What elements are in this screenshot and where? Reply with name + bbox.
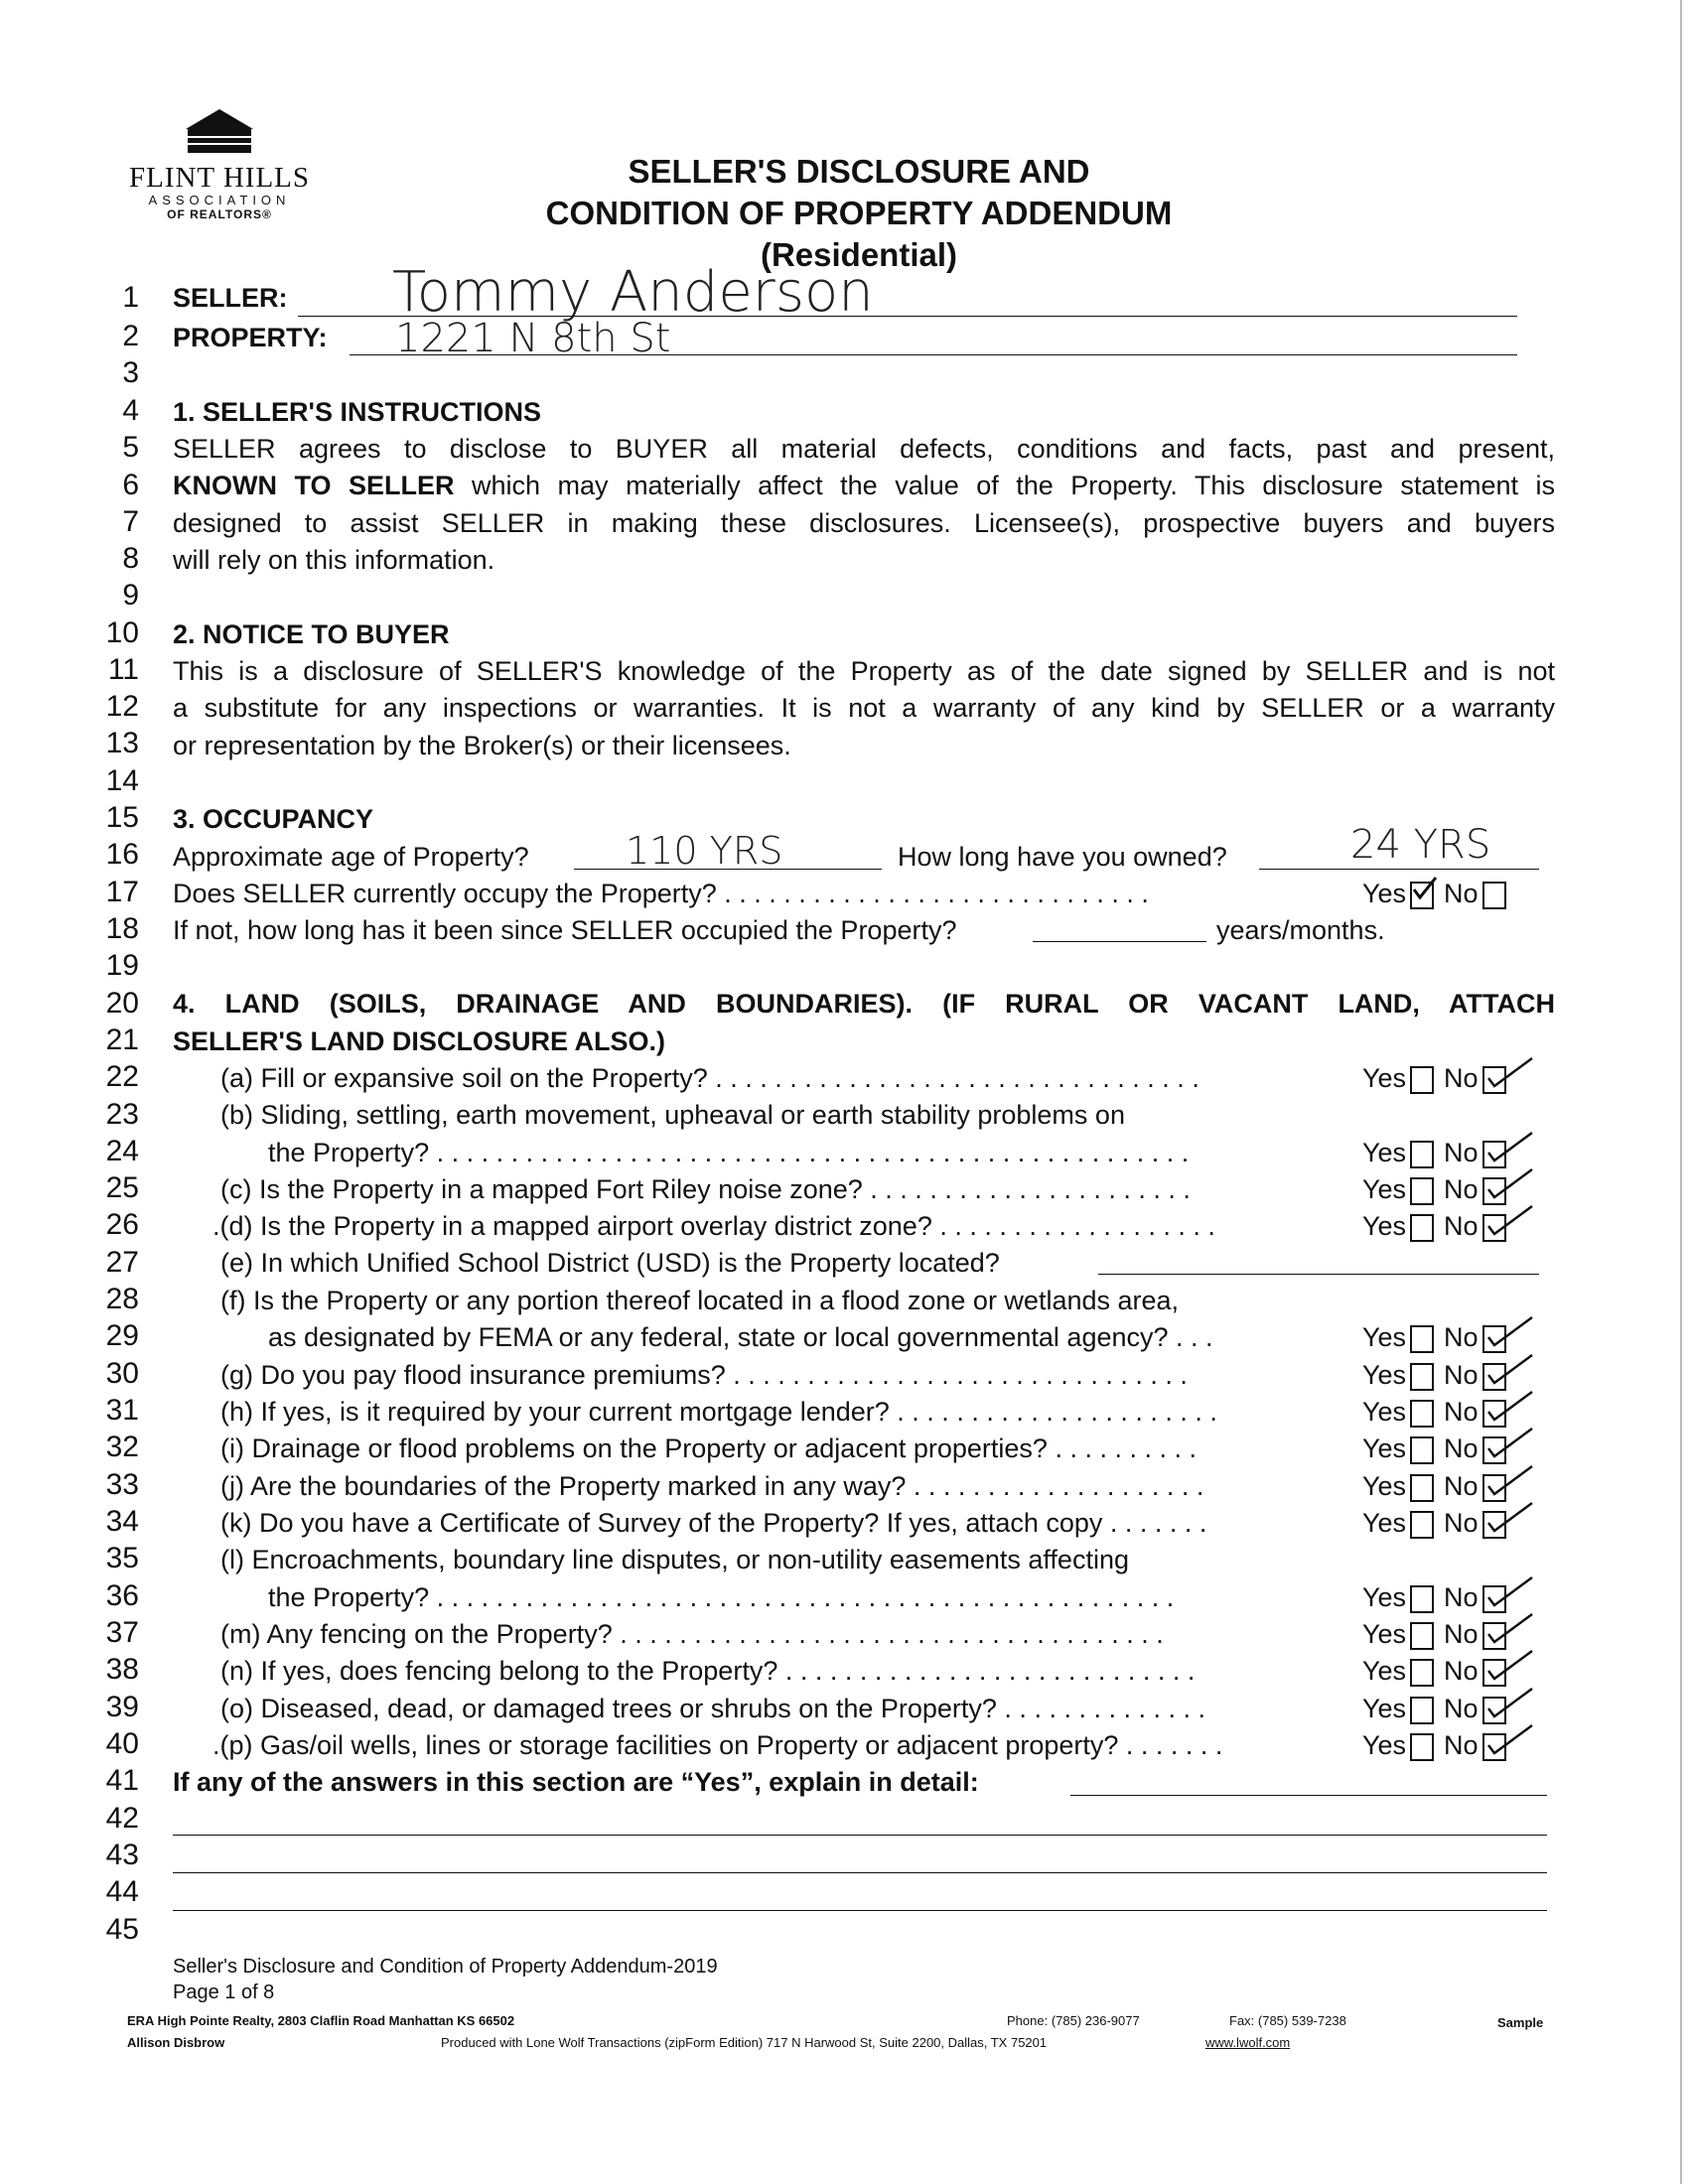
line-number: 27 xyxy=(105,1246,139,1279)
no-label: No xyxy=(1444,1322,1479,1352)
q-n: (n) If yes, does fencing belong to the Property? . . . . . . . . . . . . . . . . . . . . . . . . . . . . xyxy=(220,1656,1196,1686)
no-label: No xyxy=(1444,1582,1479,1612)
yes-checkbox-h[interactable] xyxy=(1410,1400,1434,1428)
s1-line-6 xyxy=(173,471,1555,500)
no-checkbox-h[interactable] xyxy=(1482,1400,1506,1428)
q-b-line-1: (b) Sliding, settling, earth movement, upheaval or earth stability problems on xyxy=(220,1100,1125,1130)
no-label: No xyxy=(1444,1508,1479,1538)
yes-checkbox-d[interactable] xyxy=(1410,1214,1434,1242)
yes-label: Yes xyxy=(1362,1582,1407,1612)
no-label: No xyxy=(1444,1360,1479,1390)
yes-checkbox-k[interactable] xyxy=(1410,1511,1434,1539)
footer-fax: Fax: (785) 539-7238 xyxy=(1229,2013,1346,2028)
no-label: No xyxy=(1444,1397,1479,1427)
age-value-handwritten[interactable]: 110 YRS xyxy=(626,829,783,873)
no-label: No xyxy=(1444,1694,1479,1723)
yes-label: Yes xyxy=(1362,1656,1407,1686)
q-c: (c) Is the Property in a mapped Fort Riley noise zone? . . . . . . . . . . . . . . . . . . . . . . xyxy=(220,1174,1191,1204)
explain-underline-41[interactable] xyxy=(1070,1795,1547,1796)
footer-url[interactable]: www.lwolf.com xyxy=(1205,2035,1291,2050)
q-e: (e) In which Unified School District (USD) is the Property located? xyxy=(220,1248,1000,1278)
q-l-line-1: (l) Encroachments, boundary line disputes, or non-utility easements affecting xyxy=(220,1545,1129,1574)
line-number: 8 xyxy=(122,542,139,575)
no-checkbox-i[interactable] xyxy=(1482,1436,1506,1464)
q-a: (a) Fill or expansive soil on the Property? . . . . . . . . . . . . . . . . . . . . . . . . . . . . . . . . . xyxy=(220,1063,1199,1093)
usd-underline xyxy=(1098,1274,1539,1275)
yes-label: Yes xyxy=(1362,1211,1407,1241)
yes-no-row-d xyxy=(1362,1211,1516,1242)
q-b-line-2: the Property? . . . . . . . . . . . . . . . . . . . . . . . . . . . . . . . . . . . . . . . . . . . . . . . . . . . xyxy=(268,1138,1190,1167)
yes-checkbox-m[interactable] xyxy=(1410,1622,1434,1650)
yes-checkbox-j[interactable] xyxy=(1410,1474,1434,1502)
q-g: (g) Do you pay flood insurance premiums? . . . . . . . . . . . . . . . . . . . . . . . . . . . . . . . xyxy=(220,1360,1188,1390)
line-number: 12 xyxy=(105,690,139,723)
line-number: 5 xyxy=(122,431,139,464)
line-number: 35 xyxy=(105,1542,139,1574)
q-i: (i) Drainage or flood problems on the Property or adjacent properties? . . . . . . . . . . xyxy=(220,1433,1197,1463)
yes-label: Yes xyxy=(1362,1730,1407,1760)
s1-line-7: designed to assist SELLER in making these disclosures. Licensee(s), prospective buyers and buyers xyxy=(173,508,1555,538)
line-number: 13 xyxy=(105,727,139,759)
title-line-1: SELLER'S DISCLOSURE AND xyxy=(628,153,1090,190)
line-number: 45 xyxy=(105,1913,139,1946)
line-number: 1 xyxy=(122,281,139,314)
line-number: 2 xyxy=(122,320,139,352)
line-number: 17 xyxy=(105,876,139,908)
explain-underline-42[interactable] xyxy=(173,1835,1547,1836)
line-number: 29 xyxy=(105,1319,139,1352)
no-checkbox-f[interactable] xyxy=(1482,1325,1506,1353)
line-number: 32 xyxy=(105,1431,139,1463)
line-number: 39 xyxy=(105,1691,139,1723)
yes-no-row-l xyxy=(1362,1582,1516,1613)
line-number: 31 xyxy=(105,1394,139,1427)
section-4-heading-1: 4. LAND (SOILS, DRAINAGE AND BOUNDARIES). (IF RURAL OR VACANT LAND, ATTACH xyxy=(173,989,1555,1019)
q-f-line-1: (f) Is the Property or any portion thereof located in a flood zone or wetlands area, xyxy=(220,1286,1180,1315)
occupy-yes-no xyxy=(1362,879,1516,909)
footer-sample: Sample xyxy=(1497,2015,1544,2030)
no-label: No xyxy=(1444,1433,1479,1463)
yes-label: Yes xyxy=(1362,1174,1407,1204)
logo-association: ASSOCIATION xyxy=(148,193,291,207)
yes-label: Yes xyxy=(1362,1471,1407,1501)
yes-no-row-c xyxy=(1362,1174,1516,1205)
no-checkbox-a[interactable] xyxy=(1482,1066,1506,1094)
logo-realtors: OF REALTORS® xyxy=(167,207,272,221)
no-label: No xyxy=(1444,1211,1479,1241)
line-number: 43 xyxy=(105,1839,139,1871)
yes-label: Yes xyxy=(1362,1397,1407,1427)
yes-label: Yes xyxy=(1362,1508,1407,1538)
occupy-no-checkbox[interactable] xyxy=(1482,882,1506,909)
line-number: 25 xyxy=(105,1171,139,1204)
no-label: No xyxy=(1444,1656,1479,1686)
yes-checkbox-p[interactable] xyxy=(1410,1733,1434,1761)
line-number: 3 xyxy=(122,356,139,389)
property-address-handwritten[interactable]: 1221 N 8th St xyxy=(395,316,671,361)
since-label: If not, how long has it been since SELLER occupied the Property? xyxy=(173,915,957,945)
footer-broker: ERA High Pointe Realty, 2803 Claflin Road Manhattan KS 66502 xyxy=(127,2013,515,2028)
yes-no-row-b xyxy=(1362,1138,1516,1168)
yes-no-row-n xyxy=(1362,1656,1516,1687)
occupy-label: Does SELLER currently occupy the Property? xyxy=(173,879,717,908)
yes-no-row-k xyxy=(1362,1508,1516,1539)
line-number: 10 xyxy=(105,616,139,649)
yes-checkbox-f[interactable] xyxy=(1410,1325,1434,1353)
line-number: 16 xyxy=(105,838,139,871)
no-label: No xyxy=(1444,1619,1479,1649)
title-line-3: (Residential) xyxy=(760,236,958,273)
yes-label: Yes xyxy=(1362,1322,1407,1352)
line-number: 24 xyxy=(105,1135,139,1167)
line-number: 33 xyxy=(105,1468,139,1501)
line-number: 30 xyxy=(105,1357,139,1390)
line-number: 37 xyxy=(105,1616,139,1649)
yes-checkbox-g[interactable] xyxy=(1410,1363,1434,1391)
no-label: No xyxy=(1444,1471,1479,1501)
s1-line-8: will rely on this information. xyxy=(173,545,495,575)
s2-line-11: This is a disclosure of SELLER'S knowledge of the Property as of the date signed by SELLER and is not xyxy=(173,656,1555,686)
owned-label: How long have you owned? xyxy=(898,842,1227,872)
section-4-heading-2: SELLER'S LAND DISCLOSURE ALSO.) xyxy=(173,1026,665,1056)
no-label: No xyxy=(1444,1063,1479,1093)
q-l-line-2: the Property? . . . . . . . . . . . . . . . . . . . . . . . . . . . . . . . . . . . . . . . . . . . . . . . . . . xyxy=(268,1582,1175,1612)
age-label: Approximate age of Property? xyxy=(173,842,529,872)
line-number: 11 xyxy=(107,653,139,686)
s1-line-5: SELLER agrees to disclose to BUYER all material defects, conditions and facts, past and present, xyxy=(173,434,1555,464)
yes-no-row-i xyxy=(1362,1433,1516,1464)
no-checkbox-b[interactable] xyxy=(1482,1141,1506,1168)
yes-label: Yes xyxy=(1362,879,1407,908)
yes-no-row-p xyxy=(1362,1730,1516,1761)
line-number: 14 xyxy=(105,764,139,797)
footer-phone: Phone: (785) 236-9077 xyxy=(1007,2013,1140,2028)
seller-label: SELLER: xyxy=(173,283,288,313)
line-number: 38 xyxy=(105,1653,139,1686)
section-1-heading: 1. SELLER'S INSTRUCTIONS xyxy=(173,397,541,427)
yes-no-row-f xyxy=(1362,1322,1516,1353)
occupy-dots: . . . . . . . . . . . . . . . . . . . . . . . . . . . . . xyxy=(724,879,1149,908)
no-label: No xyxy=(1444,879,1479,908)
since-underline xyxy=(1033,941,1206,942)
line-number: 23 xyxy=(105,1098,139,1131)
logo-name: FLINT HILLS xyxy=(128,162,311,194)
no-checkbox-n[interactable] xyxy=(1482,1659,1506,1687)
yes-label: Yes xyxy=(1362,1138,1407,1167)
occupy-row xyxy=(173,879,1149,908)
no-checkbox-l[interactable] xyxy=(1482,1585,1506,1613)
line-number: 26 xyxy=(105,1208,139,1241)
yes-checkbox-c[interactable] xyxy=(1410,1177,1434,1205)
q-k: (k) Do you have a Certificate of Survey of the Property? If yes, attach copy . . . . . . . xyxy=(220,1508,1207,1538)
yes-no-row-o xyxy=(1362,1694,1516,1724)
q-f-line-2: as designated by FEMA or any federal, state or local governmental agency? . . . xyxy=(268,1322,1213,1352)
no-checkbox-d[interactable] xyxy=(1482,1214,1506,1242)
footer-form-title: Seller's Disclosure and Condition of Property Addendum-2019 xyxy=(173,1956,718,1978)
line-number: 22 xyxy=(105,1060,139,1093)
no-checkbox-j[interactable] xyxy=(1482,1474,1506,1502)
yes-label: Yes xyxy=(1362,1063,1407,1093)
occupy-yes-checkbox[interactable] xyxy=(1410,882,1434,909)
yes-no-row-a xyxy=(1362,1063,1516,1094)
property-label: PROPERTY: xyxy=(173,323,328,352)
yes-label: Yes xyxy=(1362,1619,1407,1649)
owned-value-handwritten[interactable]: 24 YRS xyxy=(1350,822,1491,868)
line-number: 21 xyxy=(105,1024,139,1056)
line-number: 41 xyxy=(105,1764,139,1797)
since-unit: years/months. xyxy=(1216,915,1385,945)
house-logo-icon xyxy=(180,107,259,155)
title-line-2: CONDITION OF PROPERTY ADDENDUM xyxy=(545,195,1173,231)
line-number: 28 xyxy=(105,1283,139,1315)
explain-label: If any of the answers in this section are “Yes”, explain in detail: xyxy=(173,1767,979,1797)
no-checkbox-g[interactable] xyxy=(1482,1363,1506,1391)
line-number: 40 xyxy=(105,1727,139,1760)
no-checkbox-o[interactable] xyxy=(1482,1697,1506,1724)
line-number: 6 xyxy=(122,469,139,501)
line-number: 20 xyxy=(105,987,139,1020)
s2-line-12: a substitute for any inspections or warranties. It is not a warranty of any kind by SELLER or a warranty xyxy=(173,693,1555,723)
footer-agent: Allison Disbrow xyxy=(127,2035,225,2050)
s2-line-13: or representation by the Broker(s) or their licensees. xyxy=(173,731,791,760)
no-label: No xyxy=(1444,1138,1479,1167)
line-number: 18 xyxy=(105,912,139,945)
yes-no-row-j xyxy=(1362,1471,1516,1502)
q-h: (h) If yes, is it required by your current mortgage lender? . . . . . . . . . . . . . . . . . . . . . . xyxy=(220,1397,1217,1427)
page-edge-line xyxy=(1680,0,1682,2184)
section-3-heading: 3. OCCUPANCY xyxy=(173,804,374,834)
explain-underline-43[interactable] xyxy=(173,1872,1547,1873)
no-checkbox-p[interactable] xyxy=(1482,1733,1506,1761)
yes-label: Yes xyxy=(1362,1694,1407,1723)
line-number: 44 xyxy=(105,1875,139,1908)
no-label: No xyxy=(1444,1730,1479,1760)
section-2-heading: 2. NOTICE TO BUYER xyxy=(173,619,450,649)
yes-checkbox-o[interactable] xyxy=(1410,1697,1434,1724)
yes-label: Yes xyxy=(1362,1433,1407,1463)
q-p: .(p) Gas/oil wells, lines or storage facilities on Property or adjacent property? . . . . . . . xyxy=(212,1730,1223,1760)
line-number: 9 xyxy=(122,579,139,612)
no-checkbox-c[interactable] xyxy=(1482,1177,1506,1205)
seller-name-handwritten[interactable]: Tommy Anderson xyxy=(392,260,874,325)
owned-underline xyxy=(1259,869,1539,870)
q-m: (m) Any fencing on the Property? . . . . . . . . . . . . . . . . . . . . . . . . . . . . . . . . . . . . . xyxy=(220,1619,1164,1649)
no-label: No xyxy=(1444,1174,1479,1204)
footer-page: Page 1 of 8 xyxy=(173,1981,275,2003)
document-title xyxy=(397,151,1321,276)
yes-checkbox-i[interactable] xyxy=(1410,1436,1434,1464)
yes-label: Yes xyxy=(1362,1360,1407,1390)
yes-no-row-m xyxy=(1362,1619,1516,1650)
yes-checkbox-b[interactable] xyxy=(1410,1141,1434,1168)
footer-produced: Produced with Lone Wolf Transactions (zipForm Edition) 717 N Harwood St, Suite 2200, Dallas, TX 75201 xyxy=(441,2035,1048,2050)
line-number: 34 xyxy=(105,1505,139,1538)
flint-hills-logo xyxy=(115,107,324,221)
line-number: 15 xyxy=(105,801,139,834)
q-d: .(d) Is the Property in a mapped airport overlay district zone? . . . . . . . . . . . . . . . . . . . xyxy=(212,1211,1215,1241)
yes-checkbox-l[interactable] xyxy=(1410,1585,1434,1613)
yes-checkbox-n[interactable] xyxy=(1410,1659,1434,1687)
q-j: (j) Are the boundaries of the Property marked in any way? . . . . . . . . . . . . . . . . . . . . xyxy=(220,1471,1204,1501)
yes-no-row-h xyxy=(1362,1397,1516,1428)
yes-checkbox-a[interactable] xyxy=(1410,1066,1434,1094)
line-number: 36 xyxy=(105,1579,139,1612)
no-checkbox-m[interactable] xyxy=(1482,1622,1506,1650)
line-number: 4 xyxy=(122,394,139,427)
no-checkbox-k[interactable] xyxy=(1482,1511,1506,1539)
q-o: (o) Diseased, dead, or damaged trees or shrubs on the Property? . . . . . . . . . . . . . . xyxy=(220,1694,1205,1723)
line-number: 19 xyxy=(105,949,139,982)
line-number: 7 xyxy=(122,505,139,538)
yes-no-row-g xyxy=(1362,1360,1516,1391)
explain-underline-44[interactable] xyxy=(173,1910,1547,1911)
line-number: 42 xyxy=(105,1802,139,1835)
s1-line-6-rest: which may materially affect the value of the Property. This disclosure statement is xyxy=(454,471,1555,500)
known-to-seller: KNOWN TO SELLER xyxy=(173,471,455,500)
